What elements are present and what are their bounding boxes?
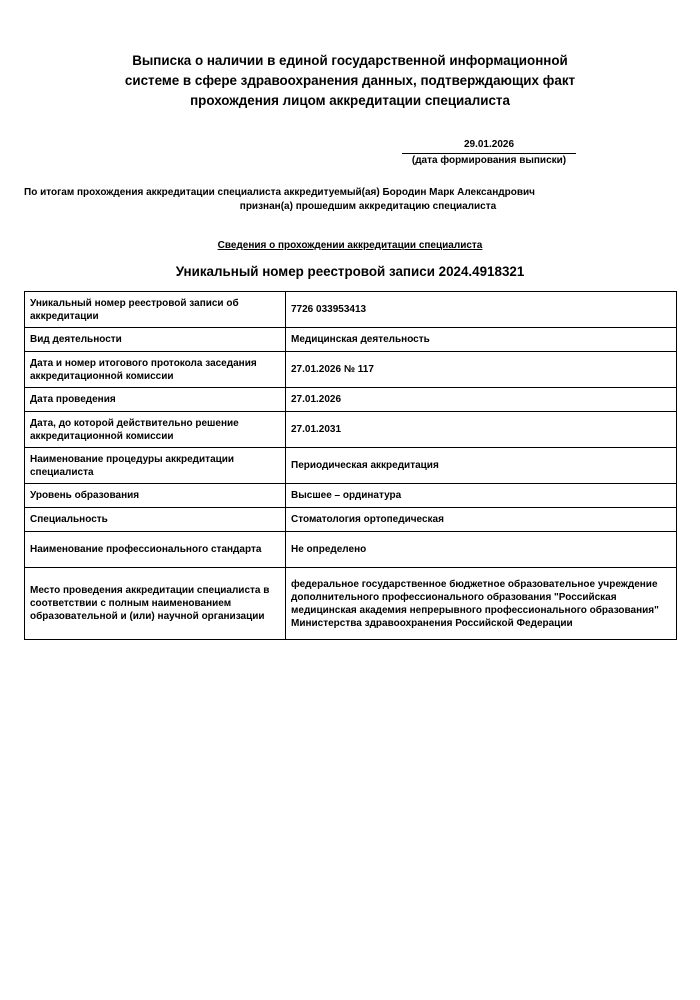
table-row: [25, 352, 677, 388]
table-row: [25, 388, 677, 412]
row-value: 27.01.2026 № 117: [286, 352, 677, 388]
row-value: 7726 033953413: [286, 292, 677, 328]
row-label: Дата проведения: [25, 388, 286, 412]
accreditation-info-table: [24, 291, 677, 640]
title-line: Выписка о наличии в единой государственной информационной: [132, 53, 568, 68]
row-value: Стоматология ортопедическая: [286, 508, 677, 532]
table-row: [25, 568, 677, 640]
result-line-2: признан(а) прошедшим аккредитацию специалиста: [239, 201, 497, 212]
table-row: [25, 448, 677, 484]
issue-date-block: [402, 138, 576, 168]
row-label: Вид деятельности: [25, 328, 286, 352]
title-line: системе в сфере здравоохранения данных, подтверждающих факт: [124, 73, 576, 88]
document-title: [100, 51, 600, 111]
row-label: Дата, до которой действительно решение аккредитационной комиссии: [25, 412, 286, 448]
table-row: [25, 328, 677, 352]
row-value: 27.01.2026: [286, 388, 677, 412]
table-row: [25, 532, 677, 568]
result-line-1: По итогам прохождения аккредитации специалиста аккредитуемый(ая) Бородин Марк Александрович: [24, 187, 535, 198]
row-value: Не определено: [286, 532, 677, 568]
row-label: Уровень образования: [25, 484, 286, 508]
row-label: Дата и номер итогового протокола заседания аккредитационной комиссии: [25, 352, 286, 388]
row-label: Наименование процедуры аккредитации специалиста: [25, 448, 286, 484]
row-value: 27.01.2031: [286, 412, 677, 448]
title-line: прохождения лицом аккредитации специалиста: [190, 93, 510, 108]
row-value: Периодическая аккредитация: [286, 448, 677, 484]
table-row: [25, 484, 677, 508]
registry-number-title: Уникальный номер реестровой записи 2024.4918321: [175, 264, 525, 279]
issue-date-caption: (дата формирования выписки): [411, 155, 567, 166]
row-label: Наименование профессионального стандарта: [25, 532, 286, 568]
row-label: Специальность: [25, 508, 286, 532]
table-row: [25, 292, 677, 328]
row-value: Медицинская деятельность: [286, 328, 677, 352]
issue-date: 29.01.2026: [402, 138, 576, 154]
table-row: [25, 508, 677, 532]
accreditation-result: [20, 186, 680, 214]
row-label: Уникальный номер реестровой записи об аккредитации: [25, 292, 286, 328]
row-label: Место проведения аккредитации специалиста в соответствии с полным наименованием образовательной и (или) научной организации: [25, 568, 286, 640]
section-title: Сведения о прохождении аккредитации специалиста: [217, 240, 483, 251]
row-value: Высшее – ординатура: [286, 484, 677, 508]
table-row: [25, 412, 677, 448]
row-value: федеральное государственное бюджетное образовательное учреждение дополнительного профессионального образования "Российская медицинская академия непрерывного профессионального образования" Министерства здравоохранения Российской Федерации: [286, 568, 677, 640]
